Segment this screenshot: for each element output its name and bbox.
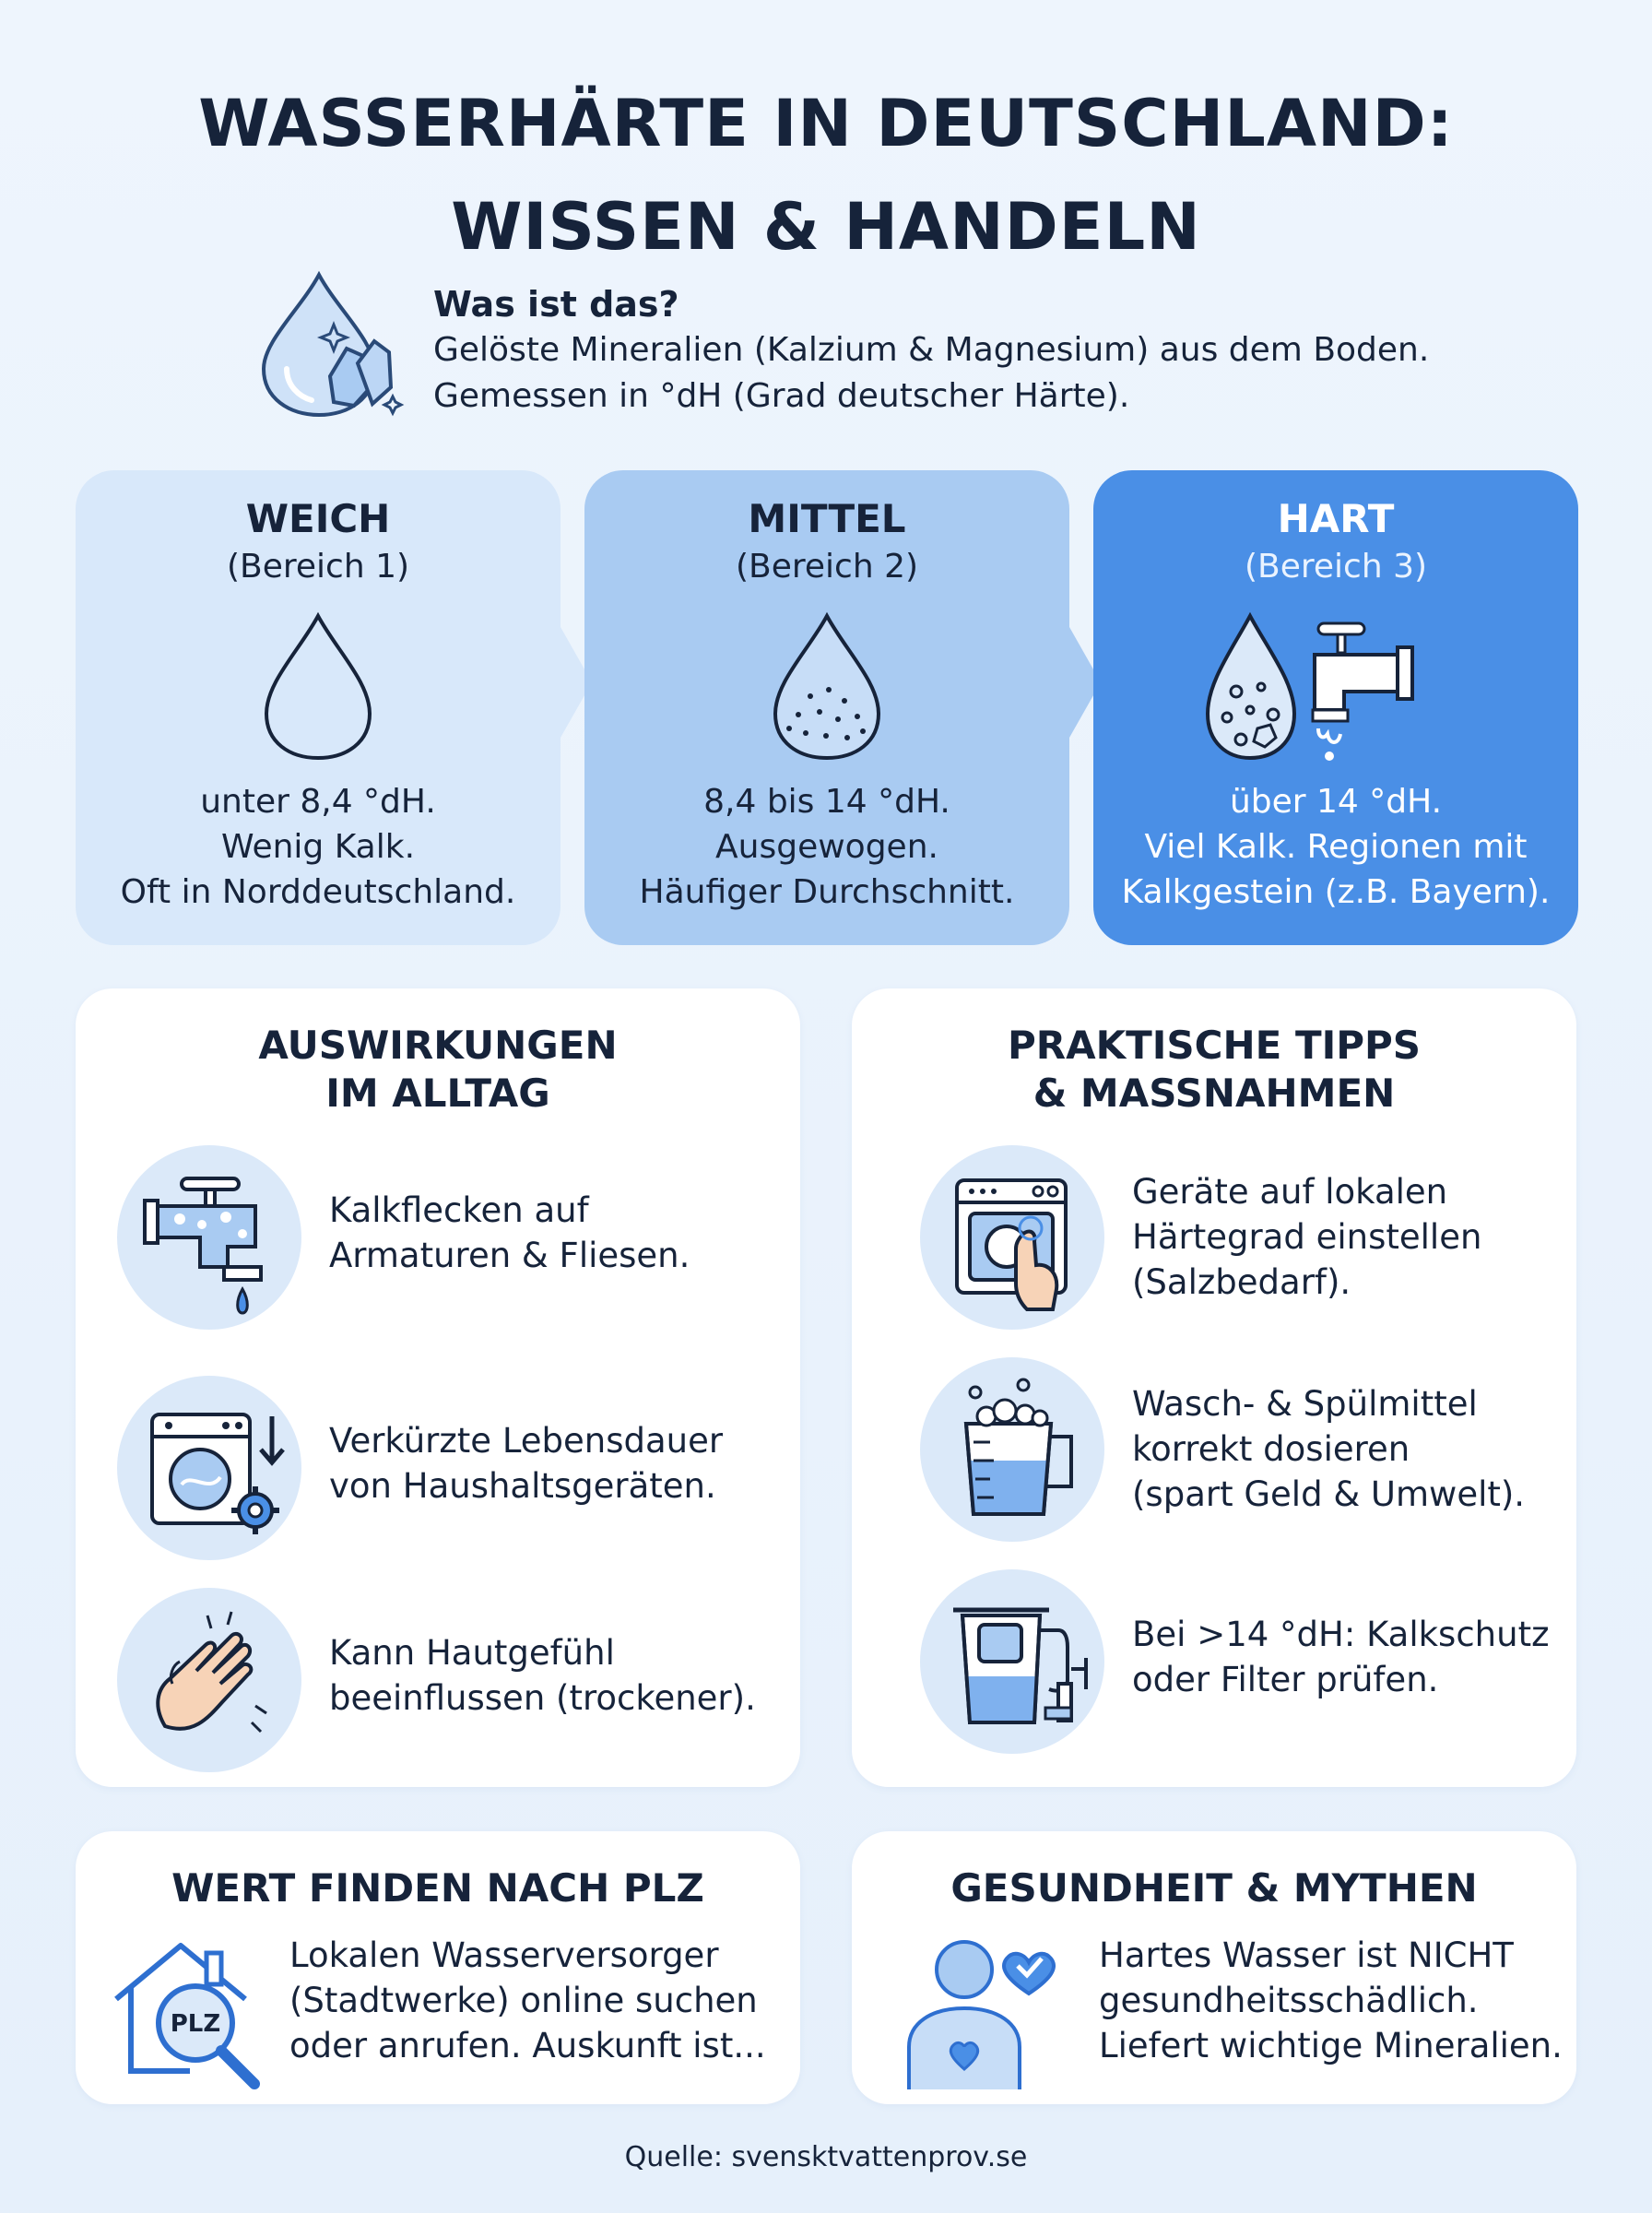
level-desc-line: Ausgewogen. — [715, 828, 938, 866]
effects-title-line-1: AUSWIRKUNGEN — [258, 1023, 618, 1068]
plz-icon-label: PLZ — [170, 2010, 221, 2038]
title-line-2: WISSEN & HANDELN — [451, 189, 1201, 265]
effects-title-line-2: IM ALLTAG — [325, 1071, 550, 1116]
health-title: GESUNDHEIT & MYTHEN — [950, 1865, 1478, 1911]
level-range: (Bereich 3) — [1244, 548, 1428, 586]
health-line: Hartes Wasser ist NICHT — [1099, 1935, 1514, 1975]
effect-item — [117, 1376, 781, 1560]
tip-item — [920, 1569, 1584, 1754]
level-desc-line: 8,4 bis 14 °dH. — [703, 783, 950, 821]
tip-line: korrekt dosieren — [1132, 1429, 1410, 1469]
health-line: gesundheitsschädlich. — [1099, 1981, 1479, 2020]
effect-text — [329, 1630, 762, 1721]
effect-line: beeinflussen (trockener). — [329, 1678, 756, 1718]
level-description — [1093, 779, 1578, 915]
title-line-1: WASSERHÄRTE IN DEUTSCHLAND: — [198, 86, 1454, 161]
clear-drop-icon — [76, 599, 560, 765]
mineral-drop-faucet-icon — [1093, 599, 1578, 765]
tip-line: Härtegrad einstellen — [1132, 1217, 1482, 1257]
level-range: (Bereich 1) — [226, 548, 410, 586]
tip-text — [1132, 1169, 1565, 1305]
level-name: HART — [1277, 496, 1395, 541]
tips-title-line-1: PRAKTISCHE TIPPS — [1007, 1023, 1422, 1068]
level-desc-line: Häufiger Durchschnitt. — [639, 873, 1015, 911]
plz-card — [76, 1831, 800, 2104]
tip-line: (spart Geld & Umwelt). — [1132, 1474, 1526, 1514]
tip-line: Wasch- & Spülmittel — [1132, 1384, 1478, 1424]
effect-text — [329, 1188, 762, 1278]
dishwasher-icon — [920, 1145, 1104, 1330]
effect-text — [329, 1418, 762, 1509]
level-name: MITTEL — [748, 496, 906, 541]
level-description — [584, 779, 1069, 915]
intro-text — [433, 281, 1632, 420]
tip-text — [1132, 1381, 1565, 1517]
source-note: Quelle: svensktvattenprov.se — [624, 2141, 1028, 2173]
level-desc-line: Kalkgestein (z.B. Bayern). — [1121, 873, 1551, 911]
page-title — [0, 72, 1652, 278]
tips-title — [852, 1022, 1576, 1118]
effects-card — [76, 988, 800, 1787]
effect-line: Verkürzte Lebensdauer — [329, 1421, 724, 1461]
tip-text — [1132, 1612, 1565, 1702]
filter-pitcher-icon — [920, 1569, 1104, 1754]
level-desc-line: unter 8,4 °dH. — [200, 783, 436, 821]
level-desc-line: Oft in Norddeutschland. — [120, 873, 516, 911]
plz-text — [289, 1933, 787, 2068]
faucet-icon — [117, 1145, 301, 1330]
level-card-soft — [76, 470, 560, 945]
level-desc-line: Viel Kalk. Regionen mit — [1144, 828, 1528, 866]
health-text — [1099, 1933, 1569, 2068]
effect-item — [117, 1588, 781, 1772]
tips-card — [852, 988, 1576, 1787]
effect-item — [117, 1145, 781, 1330]
health-line: Liefert wichtige Mineralien. — [1099, 2026, 1563, 2065]
health-card — [852, 1831, 1576, 2104]
tip-line: Geräte auf lokalen — [1132, 1172, 1448, 1212]
hand-icon — [117, 1588, 301, 1772]
tips-title-line-2: & MASSNAHMEN — [1032, 1071, 1396, 1116]
intro-heading: Was ist das? — [433, 284, 679, 325]
measuring-jug-icon — [920, 1357, 1104, 1542]
plz-title: WERT FINDEN NACH PLZ — [171, 1865, 704, 1911]
level-desc-line: über 14 °dH. — [1229, 783, 1443, 821]
person-heart-icon — [900, 1927, 1066, 2093]
tip-line: oder Filter prüfen. — [1132, 1660, 1439, 1699]
level-desc-line: Wenig Kalk. — [220, 828, 416, 866]
washing-machine-gear-icon — [117, 1376, 301, 1560]
level-name: WEICH — [245, 496, 391, 541]
plz-line: (Stadtwerke) online suchen — [289, 1981, 758, 2020]
plz-line: oder anrufen. Auskunft ist... — [289, 2026, 766, 2065]
tip-line: (Salzbedarf). — [1132, 1262, 1351, 1302]
intro-line-2: Gemessen in °dH (Grad deutscher Härte). — [433, 377, 1130, 415]
level-card-medium — [584, 470, 1069, 945]
effect-line: von Haushaltsgeräten. — [329, 1466, 716, 1506]
effect-line: Kann Hautgefühl — [329, 1633, 615, 1673]
level-description — [76, 779, 560, 915]
tip-item — [920, 1145, 1584, 1330]
level-card-hard — [1093, 470, 1578, 945]
tip-item — [920, 1357, 1584, 1542]
intro-line-1: Gelöste Mineralien (Kalzium & Magnesium) aus dem Boden. — [433, 331, 1430, 369]
house-magnifier-icon — [107, 1933, 273, 2089]
effects-title — [76, 1022, 800, 1118]
level-range: (Bereich 2) — [735, 548, 919, 586]
tip-line: Bei >14 °dH: Kalkschutz — [1132, 1615, 1550, 1654]
water-drop-crystal-icon — [254, 267, 411, 428]
dotted-drop-icon — [584, 599, 1069, 765]
plz-line: Lokalen Wasserversorger — [289, 1935, 719, 1975]
effect-line: Kalkflecken auf — [329, 1190, 589, 1230]
effect-line: Armaturen & Fliesen. — [329, 1236, 690, 1275]
